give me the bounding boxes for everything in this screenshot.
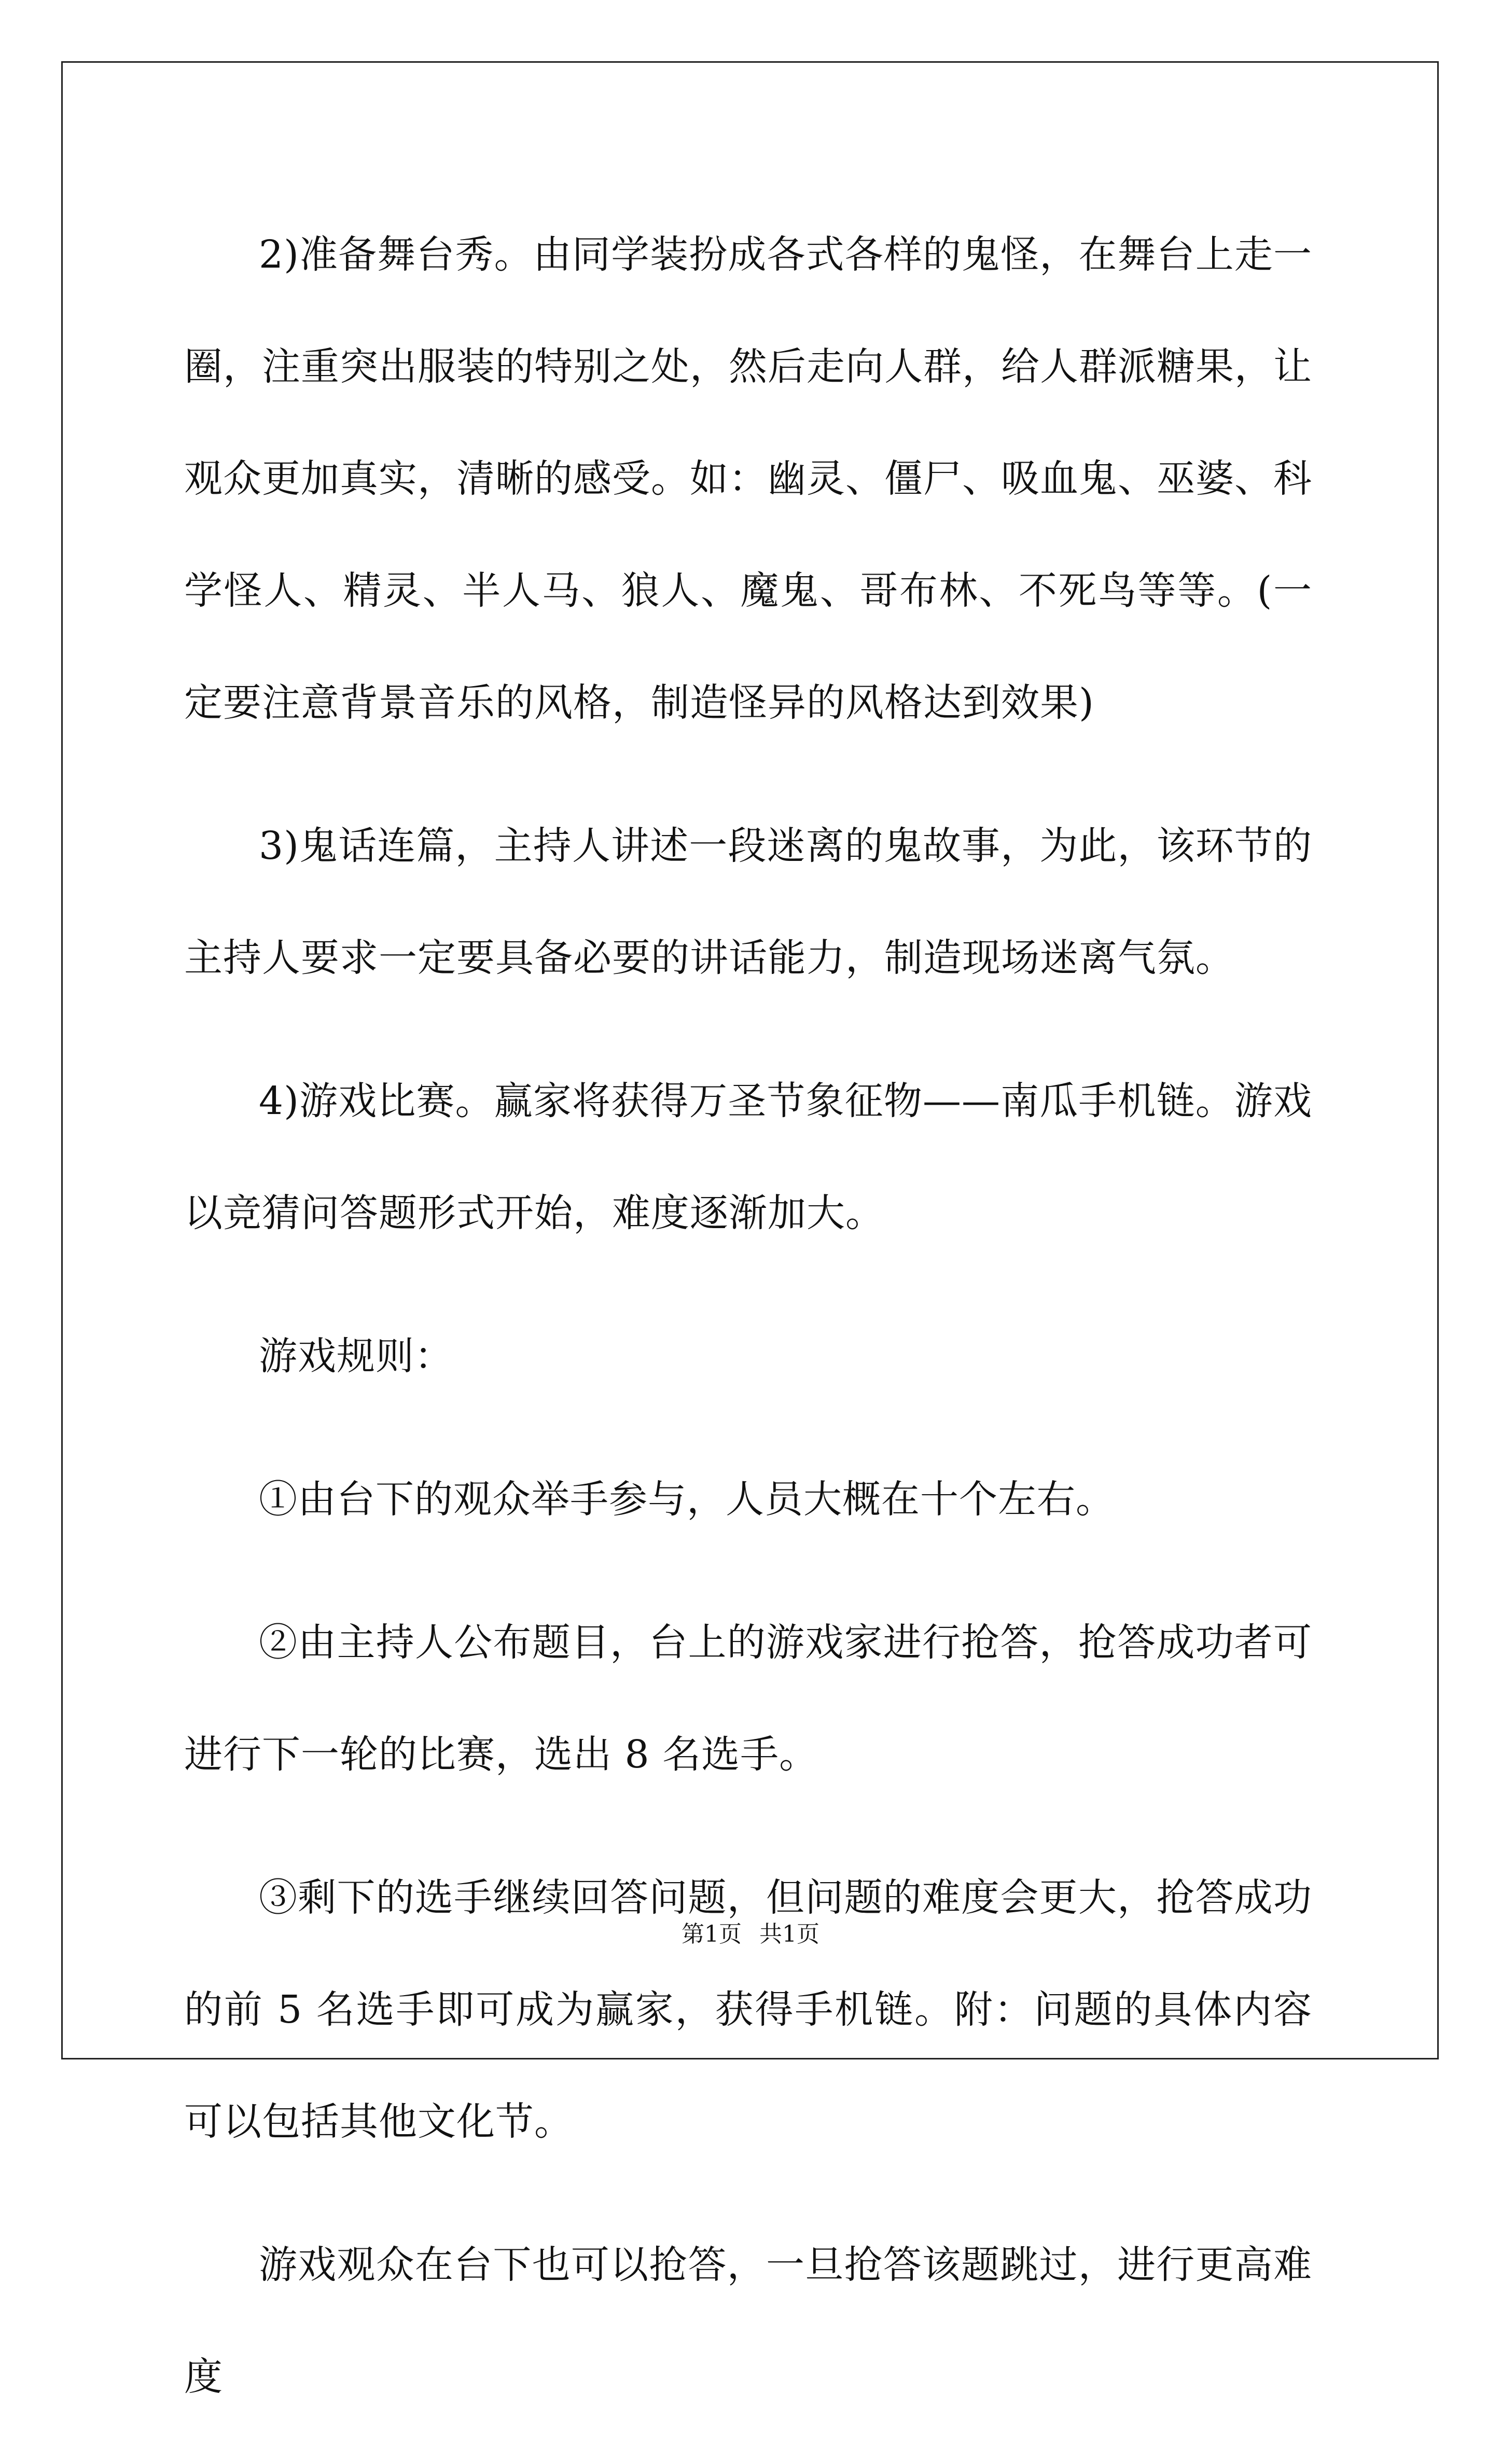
paragraph-stage-show: 2)准备舞台秀。由同学装扮成各式各样的鬼怪，在舞台上走一圈，注重突出服装的特别之处，然后走向人群，给人群派糖果，让观众更加真实，清晰的感受。如：幽灵、僵尸、吸血鬼、巫婆、科学怪人、精灵、半人马、狼人、魔鬼、哥布林、不死鸟等等。(一定要注意背景音乐的风格，制造怪异的风格达到效果) <box>184 232 1312 725</box>
paragraph-ghost-stories: 3)鬼话连篇，主持人讲述一段迷离的鬼故事，为此，该环节的主持人要求一定要具备必要的讲话能力，制造现场迷离气氛。 <box>184 824 1312 980</box>
paragraph-rule-3: ③剩下的选手继续回答问题，但问题的难度会更大，抢答成功的前 5 名选手即可成为赢家，获得手机链。附：问题的具体内容可以包括其他文化节。 <box>184 1875 1312 2144</box>
paragraph-audience-answer: 游戏观众在台下也可以抢答，一旦抢答该题跳过，进行更高难度 <box>184 2243 1312 2399</box>
paragraph-game-contest: 4)游戏比赛。赢家将获得万圣节象征物——南瓜手机链。游戏以竞猜问答题形式开始，难度逐渐加大。 <box>184 1079 1312 1235</box>
page-number: 第1页 共1页 <box>682 1921 819 1947</box>
document-body <box>184 199 1312 2464</box>
paragraph-rule-1: ①由台下的观众举手参与，人员大概在十个左右。 <box>259 1477 1115 1522</box>
paragraph-rule-2: ②由主持人公布题目，台上的游戏家进行抢答，抢答成功者可进行下一轮的比赛，选出 8 名选手。 <box>184 1620 1312 1777</box>
paragraph-game-rules-heading: 游戏规则： <box>259 1334 453 1379</box>
